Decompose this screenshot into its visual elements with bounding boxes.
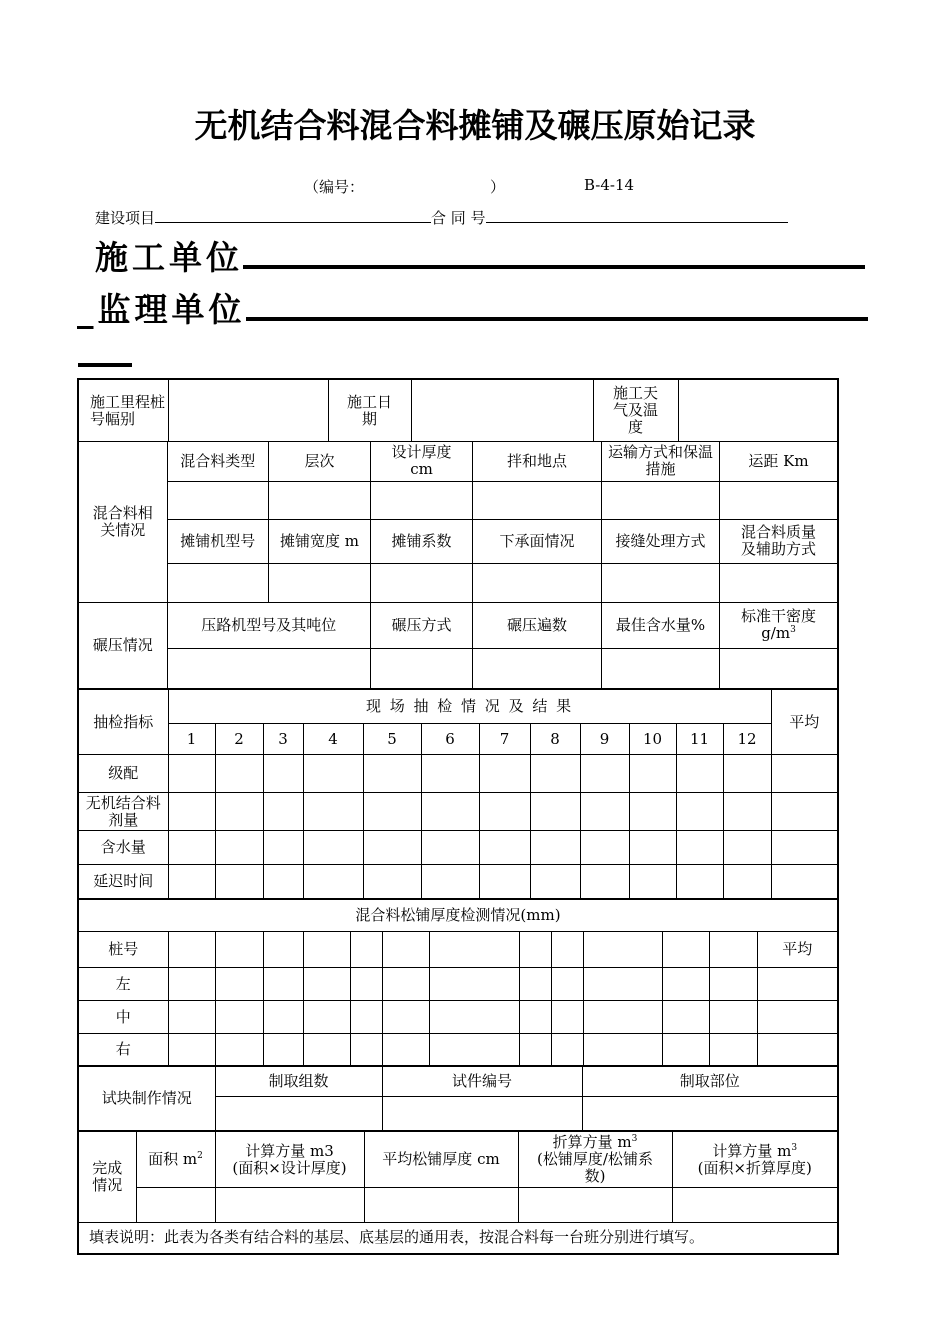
data-cell[interactable]: [263, 932, 303, 968]
data-cell[interactable]: [263, 865, 303, 899]
sample-number: 1: [168, 724, 215, 755]
average-cell[interactable]: [771, 755, 837, 793]
average-cell[interactable]: [771, 865, 837, 899]
data-cell[interactable]: [168, 865, 215, 899]
average-cell[interactable]: [771, 793, 837, 831]
sample-number: 9: [580, 724, 629, 755]
subgrade-header: 下承面情况: [473, 519, 602, 563]
data-cell[interactable]: [629, 755, 676, 793]
mix-inner-table: [168, 442, 838, 602]
sample-number: 11: [676, 724, 723, 755]
construction-unit-label: 施工单位: [95, 238, 243, 277]
data-cell[interactable]: [350, 1034, 382, 1066]
data-cell[interactable]: [479, 831, 530, 865]
data-cell[interactable]: [263, 1001, 303, 1034]
data-cell[interactable]: [263, 831, 303, 865]
date-field[interactable]: [411, 380, 593, 441]
data-cell[interactable]: [662, 932, 709, 968]
data-cell[interactable]: [551, 932, 583, 968]
data-cell[interactable]: [215, 865, 263, 899]
data-cell[interactable]: [530, 831, 580, 865]
rolling-passes-header: 碾压遍数: [473, 603, 602, 648]
max-density-sup: 3: [790, 625, 796, 636]
sample-number: 10: [629, 724, 676, 755]
area-text: 面积 m: [148, 1150, 198, 1168]
converted-volume-header: [518, 1132, 672, 1188]
mixing-site-field[interactable]: [473, 481, 602, 519]
converted-volume-field[interactable]: [518, 1188, 672, 1223]
data-cell[interactable]: [723, 831, 771, 865]
thickness-average-label: 平均: [757, 932, 837, 968]
data-cell[interactable]: [519, 1034, 551, 1066]
data-cell[interactable]: [676, 755, 723, 793]
data-cell[interactable]: [168, 793, 215, 831]
inspection-row: [79, 793, 837, 831]
data-cell[interactable]: [263, 968, 303, 1001]
avg-thickness-field[interactable]: [364, 1188, 518, 1223]
data-cell[interactable]: [479, 793, 530, 831]
calc-volume2-header: [672, 1132, 837, 1188]
form-title: 无机结合料混合料摊铺及碾压原始记录: [194, 106, 756, 145]
data-cell[interactable]: [723, 865, 771, 899]
specimen-inner-table: [79, 1066, 837, 1131]
data-cell[interactable]: [215, 932, 263, 968]
joint-field[interactable]: [602, 563, 720, 602]
delay-time-label: 延迟时间: [79, 865, 168, 899]
data-cell[interactable]: [723, 755, 771, 793]
paving-coefficient-header: 摊铺系数: [371, 519, 473, 563]
data-cell[interactable]: [551, 968, 583, 1001]
mix-quality-field[interactable]: [720, 563, 838, 602]
data-cell[interactable]: [215, 1034, 263, 1066]
data-cell[interactable]: [263, 1034, 303, 1066]
data-cell[interactable]: [583, 1001, 662, 1034]
data-cell[interactable]: [382, 968, 429, 1001]
area-field[interactable]: [136, 1188, 215, 1223]
data-cell[interactable]: [168, 932, 215, 968]
data-cell[interactable]: [580, 831, 629, 865]
data-cell[interactable]: [363, 831, 421, 865]
data-cell[interactable]: [580, 793, 629, 831]
supervision-unit-field[interactable]: [246, 317, 868, 321]
thickness-section-title: 混合料松铺厚度检测情况(mm): [79, 900, 837, 932]
thickness-inner-table: [79, 899, 837, 1066]
max-density-text: 标准干密度 g/m: [740, 607, 816, 643]
data-cell[interactable]: [519, 932, 551, 968]
calc-volume-line1: 计算方量 m3: [245, 1141, 334, 1160]
underscore-prefix: _: [77, 290, 98, 329]
data-cell[interactable]: [168, 831, 215, 865]
sample-number: 5: [363, 724, 421, 755]
station-label: 桩号: [79, 932, 168, 968]
average-cell[interactable]: [757, 968, 837, 1001]
sample-number: 4: [303, 724, 363, 755]
data-cell[interactable]: [421, 831, 479, 865]
transport-header: 运输方式和保温措施: [602, 442, 720, 481]
data-cell[interactable]: [662, 1001, 709, 1034]
sample-number: 2: [215, 724, 263, 755]
data-cell[interactable]: [303, 968, 350, 1001]
paver-model-field[interactable]: [168, 563, 269, 602]
supervision-unit-label: 监理单位: [97, 290, 246, 329]
specimen-number-header: 试件编号: [382, 1067, 582, 1097]
layer-header: 层次: [269, 442, 371, 481]
rolling-method-field[interactable]: [371, 648, 473, 688]
data-cell[interactable]: [429, 968, 519, 1001]
sample-number: 8: [530, 724, 580, 755]
data-cell[interactable]: [676, 793, 723, 831]
number-open: （编号：: [304, 178, 365, 196]
data-cell[interactable]: [629, 865, 676, 899]
data-cell[interactable]: [350, 968, 382, 1001]
underline-continuation: [78, 363, 132, 367]
distance-field[interactable]: [720, 481, 838, 519]
data-cell[interactable]: [676, 831, 723, 865]
calc-volume-field[interactable]: [215, 1188, 364, 1223]
data-cell[interactable]: [580, 755, 629, 793]
mileage-field[interactable]: [168, 380, 328, 441]
data-cell[interactable]: [363, 793, 421, 831]
area-header: [136, 1132, 215, 1188]
data-cell[interactable]: [303, 793, 363, 831]
converted-line1: 折算方量 m: [552, 1133, 632, 1151]
middle-row-label: 中: [79, 1001, 168, 1034]
data-cell[interactable]: [583, 932, 662, 968]
data-cell[interactable]: [429, 1001, 519, 1034]
sample-number: 7: [479, 724, 530, 755]
group-count-field[interactable]: [215, 1097, 382, 1131]
weather-field[interactable]: [678, 380, 837, 441]
avg-thickness-header: 平均松铺厚度 cm: [364, 1132, 518, 1188]
data-cell[interactable]: [168, 968, 215, 1001]
data-cell[interactable]: [303, 1034, 350, 1066]
data-cell[interactable]: [382, 1034, 429, 1066]
rolling-section-label: 碾压情况: [78, 603, 167, 689]
data-cell[interactable]: [662, 1034, 709, 1066]
data-cell[interactable]: [629, 831, 676, 865]
average-cell[interactable]: [771, 831, 837, 865]
data-cell[interactable]: [551, 1001, 583, 1034]
data-cell[interactable]: [709, 932, 757, 968]
supervision-unit-line: [77, 284, 868, 331]
data-cell[interactable]: [530, 865, 580, 899]
form-code: B-4-14: [584, 176, 635, 194]
data-cell[interactable]: [215, 793, 263, 831]
data-cell[interactable]: [530, 793, 580, 831]
data-cell[interactable]: [168, 1001, 215, 1034]
data-cell[interactable]: [303, 865, 363, 899]
calc2-line1: 计算方量 m: [712, 1141, 792, 1160]
paving-width-field[interactable]: [269, 563, 371, 602]
roller-model-field[interactable]: [168, 648, 371, 688]
mix-section-label: 混合料相关情况: [78, 442, 167, 603]
data-cell[interactable]: [629, 793, 676, 831]
data-cell[interactable]: [263, 793, 303, 831]
data-cell[interactable]: [363, 755, 421, 793]
data-cell[interactable]: [479, 865, 530, 899]
gradation-label: 级配: [79, 755, 168, 793]
data-cell[interactable]: [519, 1001, 551, 1034]
data-cell[interactable]: [215, 968, 263, 1001]
data-cell[interactable]: [662, 968, 709, 1001]
data-cell[interactable]: [382, 932, 429, 968]
footer-note: 填表说明：此表为各类有结合料的基层、底基层的通用表，按混合料每一台班分别进行填写。: [79, 1223, 837, 1253]
contract-label: 合 同 号: [431, 209, 486, 227]
data-cell[interactable]: [263, 755, 303, 793]
rolling-inner-table: [168, 603, 838, 688]
number-close: ）: [490, 178, 506, 196]
data-cell[interactable]: [303, 755, 363, 793]
project-label: 建设项目: [95, 209, 156, 227]
data-cell[interactable]: [421, 755, 479, 793]
data-cell[interactable]: [382, 1001, 429, 1034]
date-label: 施工日期: [328, 380, 411, 441]
sampling-location-header: 制取部位: [582, 1067, 837, 1097]
data-cell[interactable]: [303, 831, 363, 865]
data-cell[interactable]: [723, 793, 771, 831]
sample-number: 6: [421, 724, 479, 755]
project-field[interactable]: [155, 208, 431, 223]
data-cell[interactable]: [168, 1034, 215, 1066]
data-cell[interactable]: [709, 1034, 757, 1066]
average-cell[interactable]: [757, 1034, 837, 1066]
data-cell[interactable]: [215, 755, 263, 793]
area-sup: 2: [197, 1151, 203, 1161]
data-cell[interactable]: [303, 1001, 350, 1034]
joint-header: 接缝处理方式: [602, 519, 720, 563]
inspection-index-label: 抽检指标: [79, 690, 168, 755]
rolling-method-header: 碾压方式: [371, 603, 473, 648]
paver-model-header: 摊铺机型号: [168, 519, 269, 563]
inspection-result-label: 现 场 抽 检 情 况 及 结 果: [168, 690, 771, 724]
data-cell[interactable]: [583, 968, 662, 1001]
contract-field[interactable]: [486, 208, 788, 223]
data-cell[interactable]: [421, 793, 479, 831]
data-cell[interactable]: [519, 968, 551, 1001]
distance-header: 运距 Km: [720, 442, 838, 481]
data-cell[interactable]: [350, 1001, 382, 1034]
mixing-site-header: 拌和地点: [473, 442, 602, 481]
data-cell[interactable]: [583, 1034, 662, 1066]
sample-number: 12: [723, 724, 771, 755]
data-cell[interactable]: [709, 1001, 757, 1034]
data-cell[interactable]: [709, 968, 757, 1001]
converted-line2: (松铺厚度/松铺系数): [537, 1150, 653, 1185]
specimen-number-field[interactable]: [382, 1097, 582, 1131]
calc-volume-line2: (面积×设计厚度): [232, 1158, 347, 1177]
data-cell[interactable]: [350, 932, 382, 968]
max-density-field[interactable]: [720, 648, 838, 688]
data-cell[interactable]: [303, 932, 350, 968]
inspection-row: [79, 865, 837, 899]
data-cell[interactable]: [215, 831, 263, 865]
sample-number: 3: [263, 724, 303, 755]
data-cell[interactable]: [580, 865, 629, 899]
layer-field[interactable]: [269, 481, 371, 519]
project-contract-line: [95, 207, 788, 228]
completion-inner-table: [79, 1131, 837, 1253]
paving-coefficient-field[interactable]: [371, 563, 473, 602]
sampling-location-field[interactable]: [582, 1097, 837, 1131]
specimen-label: 试块制作情况: [79, 1067, 215, 1131]
data-cell[interactable]: [363, 865, 421, 899]
average-cell[interactable]: [757, 1001, 837, 1034]
mix-type-field[interactable]: [168, 481, 269, 519]
calc-volume-header: [215, 1132, 364, 1188]
data-cell[interactable]: [215, 1001, 263, 1034]
optimum-moisture-field[interactable]: [602, 648, 720, 688]
roller-model-header: 压路机型号及其吨位: [168, 603, 371, 648]
data-cell[interactable]: [421, 865, 479, 899]
left-row-label: 左: [79, 968, 168, 1001]
rolling-passes-field[interactable]: [473, 648, 602, 688]
transport-field[interactable]: [602, 481, 720, 519]
record-form-table: [77, 378, 839, 1255]
calc2-line2: (面积×折算厚度): [697, 1158, 812, 1177]
data-cell[interactable]: [429, 932, 519, 968]
construction-unit-field[interactable]: [243, 265, 865, 269]
inspection-row: [79, 755, 837, 793]
data-cell[interactable]: [530, 755, 580, 793]
inspection-row: [79, 831, 837, 865]
binder-dosage-label: 无机结合料剂量: [79, 793, 168, 831]
right-row-label: 右: [79, 1034, 168, 1066]
converted-sup: 3: [631, 1134, 638, 1144]
design-thickness-header: 设计厚度cm: [371, 442, 473, 481]
inspection-average-label: 平均: [771, 690, 837, 755]
data-cell[interactable]: [551, 1034, 583, 1066]
design-thickness-field[interactable]: [371, 481, 473, 519]
data-cell[interactable]: [429, 1034, 519, 1066]
inspection-inner-table: [79, 689, 837, 899]
calc2-sup: 3: [791, 1142, 798, 1153]
completion-label: 完成情况: [79, 1132, 136, 1223]
mix-quality-header: 混合料质量及辅助方式: [720, 519, 838, 563]
max-density-header: [720, 603, 838, 648]
moisture-label: 含水量: [79, 831, 168, 865]
mix-type-header: 混合料类型: [168, 442, 269, 481]
data-cell[interactable]: [168, 755, 215, 793]
data-cell[interactable]: [479, 755, 530, 793]
mileage-label: 施工里程桩号幅别: [79, 380, 168, 441]
data-cell[interactable]: [676, 865, 723, 899]
construction-unit-line: [95, 232, 865, 279]
subgrade-field[interactable]: [473, 563, 602, 602]
group-count-header: 制取组数: [215, 1067, 382, 1097]
weather-label: 施工天气及温度: [593, 380, 678, 441]
calc-volume2-field[interactable]: [672, 1188, 837, 1223]
optimum-moisture-header: 最佳含水量%: [602, 603, 720, 648]
paving-width-header: 摊铺宽度 m: [269, 519, 371, 563]
